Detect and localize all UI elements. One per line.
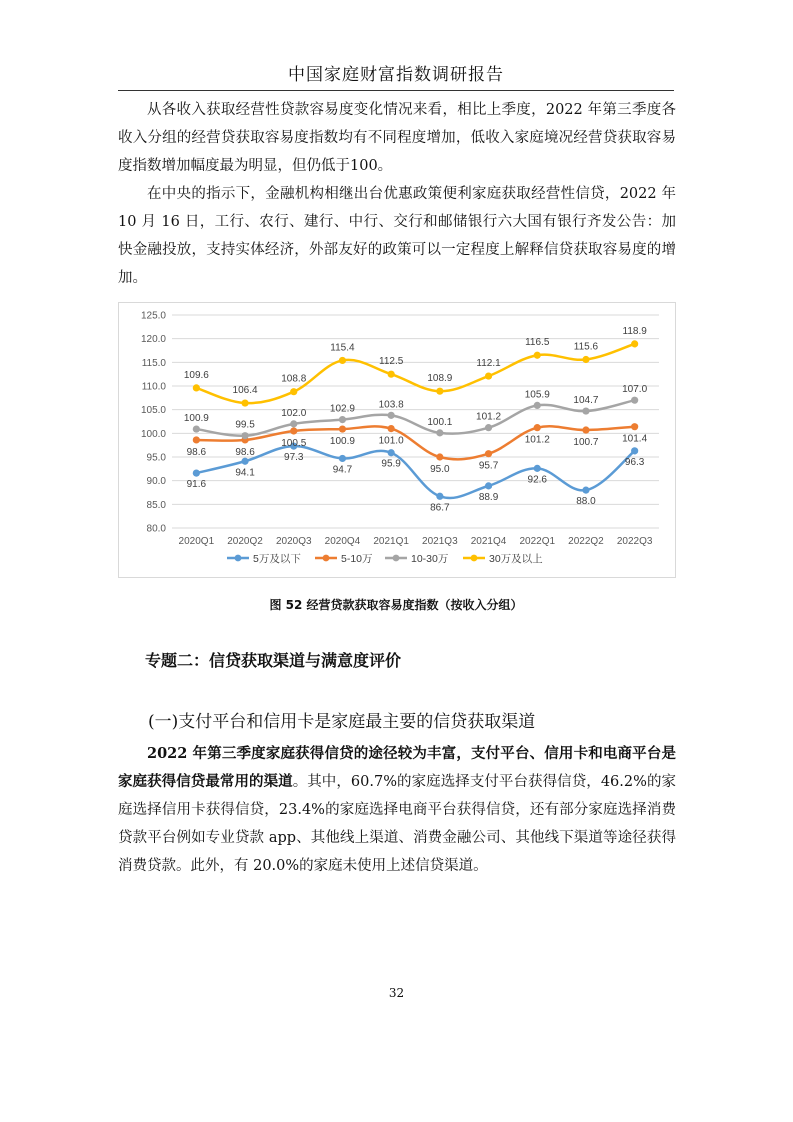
legend-label: 5万及以下 (253, 553, 301, 565)
data-label: 118.9 (622, 325, 647, 337)
legend-marker (323, 555, 330, 562)
data-label: 108.8 (281, 373, 307, 385)
legend-marker (393, 555, 400, 562)
data-point (436, 453, 443, 460)
data-point (339, 455, 346, 462)
data-label: 100.7 (573, 437, 599, 449)
paragraph-bold-lead: 2022 年第三季度家庭获得信贷的途径较为丰富，支付平台、信用卡和电商平台是家庭获得信贷最常用的渠道 (118, 745, 676, 790)
data-label: 95.9 (381, 458, 401, 470)
data-point (436, 493, 443, 500)
y-tick-label: 120.0 (140, 334, 166, 346)
x-tick-label: 2021Q1 (373, 536, 409, 547)
data-label: 86.7 (430, 502, 450, 514)
y-tick-label: 115.0 (141, 357, 166, 369)
data-point (534, 402, 541, 409)
series-line-3 (196, 400, 634, 436)
data-point (290, 388, 297, 395)
y-tick-label: 125.0 (140, 310, 166, 322)
data-point (193, 469, 200, 476)
data-label: 108.9 (427, 373, 453, 385)
paragraph-income-change: 从各收入获取经营性贷款容易度变化情况来看，相比上季度，2022 年第三季度各收入分组的经营贷获取容易度指数均有不同程度增加，低收入家庭境况经营贷获取容易度指数增加幅度最为明显，但仍低于100。 (118, 102, 676, 174)
data-label: 112.5 (379, 356, 404, 368)
data-point (582, 356, 589, 363)
data-label: 99.5 (235, 419, 255, 431)
x-tick-label: 2020Q2 (227, 536, 263, 547)
data-label: 95.7 (478, 460, 499, 472)
data-point (485, 450, 492, 457)
data-point (582, 407, 589, 414)
data-point (485, 482, 492, 489)
data-label: 101.4 (622, 433, 648, 445)
data-label: 88.9 (478, 491, 499, 503)
data-label: 92.6 (527, 474, 547, 486)
legend-marker (471, 555, 478, 562)
data-point (485, 424, 492, 431)
line-chart (119, 303, 675, 577)
y-tick-label: 100.0 (140, 428, 166, 440)
data-label: 106.4 (232, 385, 258, 397)
data-label: 94.7 (332, 464, 353, 476)
data-point (339, 357, 346, 364)
x-tick-label: 2020Q3 (275, 536, 312, 547)
data-label: 91.6 (186, 479, 207, 491)
data-label: 107.0 (622, 384, 648, 396)
data-label: 94.1 (235, 467, 255, 479)
data-point (534, 465, 541, 472)
data-point (193, 425, 200, 432)
chart-frame (118, 302, 676, 578)
y-tick-label: 90.0 (146, 476, 166, 488)
data-point (339, 416, 346, 423)
data-label: 100.9 (183, 413, 209, 425)
header-divider (118, 90, 674, 91)
data-label: 101.2 (476, 411, 502, 423)
data-label: 100.5 (281, 437, 307, 449)
data-label: 101.2 (524, 434, 550, 446)
data-point (193, 384, 200, 391)
legend-marker (235, 555, 242, 562)
x-tick-label: 2022Q3 (616, 536, 653, 547)
data-point (388, 371, 395, 378)
data-label: 104.7 (573, 395, 599, 407)
data-label: 101.0 (378, 435, 404, 447)
data-label: 100.1 (427, 416, 453, 428)
legend-label: 10-30万 (411, 553, 449, 565)
y-tick-label: 85.0 (146, 499, 166, 511)
data-point (241, 458, 248, 465)
data-label: 97.3 (284, 452, 304, 464)
legend-label: 30万及以上 (489, 553, 543, 565)
data-point (534, 352, 541, 359)
x-tick-label: 2020Q1 (178, 536, 215, 547)
x-tick-label: 2022Q2 (568, 536, 604, 547)
data-label: 96.3 (624, 456, 645, 468)
data-label: 116.5 (525, 337, 550, 349)
data-label: 103.8 (378, 399, 404, 411)
data-label: 102.9 (329, 403, 355, 415)
legend-label: 5-10万 (341, 553, 373, 565)
paragraph-credit-channels (118, 740, 676, 880)
y-tick-label: 105.0 (140, 405, 166, 417)
data-point (241, 432, 248, 439)
data-point (290, 427, 297, 434)
x-tick-label: 2021Q3 (422, 536, 458, 547)
data-point (631, 340, 638, 347)
data-point (193, 436, 200, 443)
data-label: 98.6 (235, 446, 255, 458)
data-point (436, 388, 443, 395)
data-point (388, 425, 395, 432)
figure-caption: 图 52 经营贷款获取容易度指数（按收入分组） (269, 598, 523, 612)
paragraph-policy: 在中央的指示下，金融机构相继出台优惠政策便利家庭获取经营性信贷，2022 年 10 月 16 日，工行、农行、建行、中行、交行和邮储银行六大国有银行齐发公告：加快金融投放，支持实体经济，外部友好的政策可以一定程度上解释信贷获取容易度的增加。 (118, 186, 676, 286)
subsection-title: (一)支付平台和信用卡是家庭最主要的信贷获取渠道 (148, 712, 536, 732)
data-point (631, 423, 638, 430)
data-point (388, 449, 395, 456)
data-label: 95.0 (430, 464, 450, 475)
data-label: 100.9 (329, 436, 355, 448)
x-tick-label: 2022Q1 (519, 536, 556, 547)
x-tick-label: 2021Q4 (470, 536, 507, 547)
data-label: 115.6 (573, 341, 599, 353)
y-tick-label: 95.0 (146, 452, 166, 464)
section-title: 专题二：信贷获取渠道与满意度评价 (145, 651, 402, 670)
y-tick-label: 80.0 (146, 523, 166, 535)
data-point (388, 412, 395, 419)
data-label: 98.6 (186, 446, 207, 458)
series-line-4 (196, 344, 634, 403)
data-point (582, 426, 589, 433)
data-point (436, 429, 443, 436)
data-point (241, 399, 248, 406)
data-label: 115.4 (330, 342, 355, 354)
y-tick-label: 110.0 (141, 381, 166, 393)
data-point (582, 487, 589, 494)
data-point (631, 447, 638, 454)
data-label: 112.1 (476, 358, 501, 370)
data-label: 88.0 (576, 496, 596, 508)
data-point (339, 425, 346, 432)
data-point (290, 420, 297, 427)
data-label: 102.0 (281, 407, 307, 419)
data-point (631, 397, 638, 404)
series-line-1 (196, 446, 634, 498)
data-point (485, 372, 492, 379)
page-header: 中国家庭财富指数调研报告 (288, 65, 504, 85)
x-tick-label: 2020Q4 (324, 536, 361, 547)
data-point (534, 424, 541, 431)
data-label: 109.6 (183, 369, 209, 381)
paragraph-rest: 。其中，60.7%的家庭选择支付平台获得信贷，46.2%的家庭选择信用卡获得信贷，23.4%的家庭选择电商平台获得信贷，还有部分家庭选择消费贷款平台例如专业贷款 app、其他线上渠道、消费金融公司、其他线下渠道等途径获得消费贷款。此外，有 20.0%的家庭未使用上述信贷渠道。 (118, 774, 677, 874)
data-label: 105.9 (524, 389, 550, 401)
page-number: 32 (388, 986, 405, 1000)
